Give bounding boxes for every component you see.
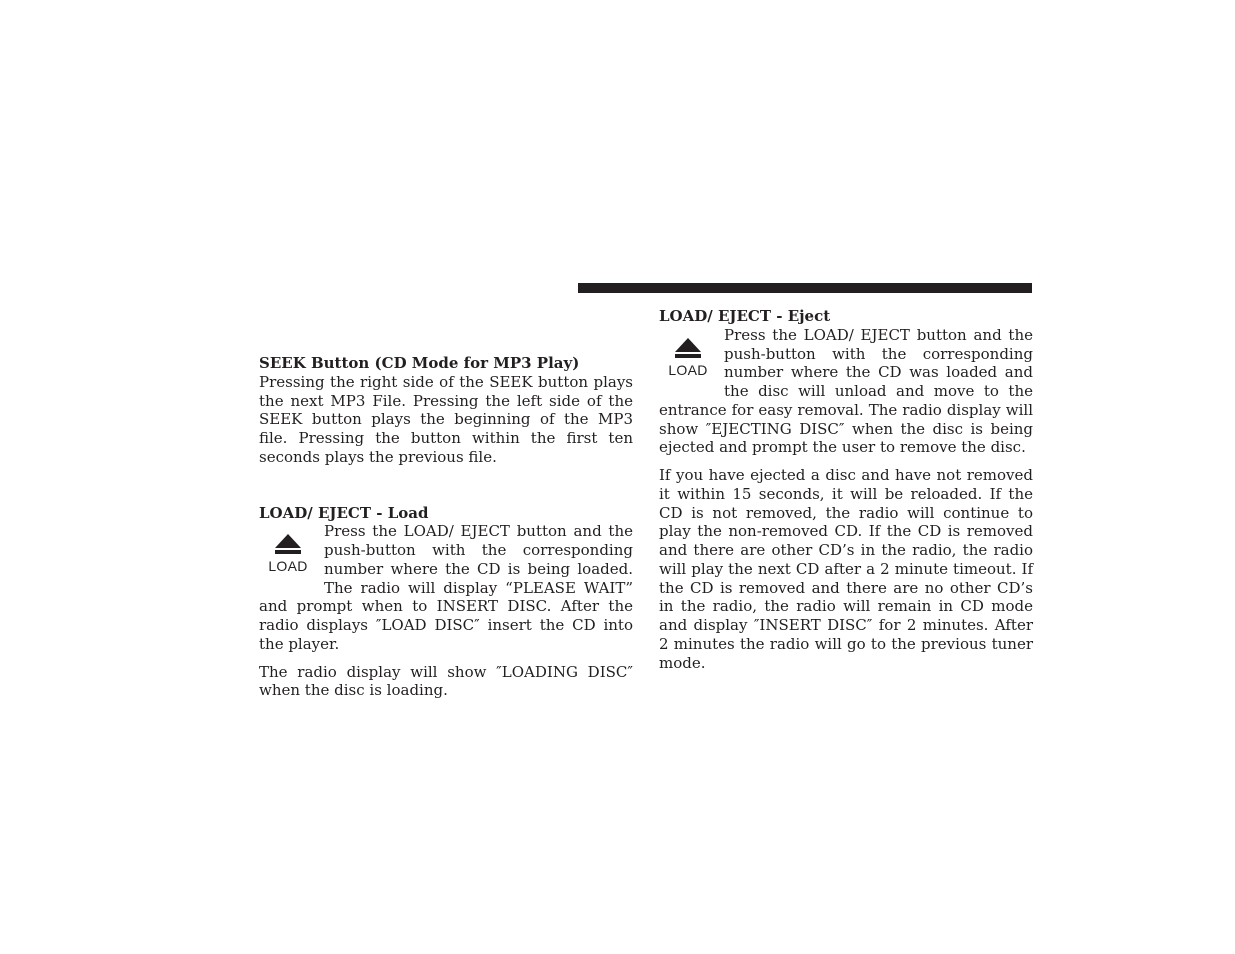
eject-triangle-icon: [275, 534, 301, 548]
seek-section: [259, 354, 633, 467]
eject-heading: LOAD/ EJECT - Eject: [659, 307, 831, 325]
eject-body-2: If you have ejected a disc and have not removed it within 15 seconds, it will be reloaded. If the CD is not removed, the radio will continue to play the non-removed CD. If the CD is removed and there are other CD’s in the radio, the radio will play the next CD after a 2 minute timeout. If the CD is removed and there are no other CD’s in the radio, the radio will remain in CD mode and display ″INSERT DISC″ for 2 minutes. After 2 minutes the radio will go to the previous tuner mode.: [659, 466, 1033, 672]
seek-heading: SEEK Button (CD Mode for MP3 Play): [259, 354, 580, 372]
eject-bar-icon: [675, 354, 701, 358]
eject-bar-icon: [275, 550, 301, 554]
eject-body: Press the LOAD/ EJECT button and the push-button with the corresponding number where the CD was loaded and the disc will unload and move to the entrance for easy removal. The radio display will show ″EJECTING DISC″ when the disc is being ejected and prompt the user to remove the disc.: [659, 325, 1033, 457]
left-column: [259, 354, 633, 700]
eject-eject-icon: [659, 332, 717, 392]
eject-triangle-icon: [675, 338, 701, 352]
eject-icon-label: LOAD: [668, 361, 708, 378]
load-body: Press the LOAD/ EJECT button and the push-button with the corresponding number where the CD is being loaded. The radio will display “PLEASE WAIT” and prompt when to INSERT DISC. After the radio displays ″LOAD DISC″ insert the CD into the player.: [259, 522, 633, 653]
seek-body: Pressing the right side of the SEEK button plays the next MP3 File. Pressing the left side of the SEEK button plays the beginning of the MP3 file. Pressing the button within the first ten seconds plays the previous file.: [259, 372, 633, 466]
load-section: [259, 504, 633, 701]
load-body-2: The radio display will show ″LOADING DISC″ when the disc is loading.: [259, 662, 633, 700]
right-column: [659, 307, 1033, 672]
load-heading: LOAD/ EJECT - Load: [259, 503, 429, 522]
load-icon-label: LOAD: [268, 558, 308, 575]
load-eject-icon: [259, 528, 317, 588]
section-rule-bar: [578, 283, 1032, 293]
eject-section: [659, 307, 1033, 672]
